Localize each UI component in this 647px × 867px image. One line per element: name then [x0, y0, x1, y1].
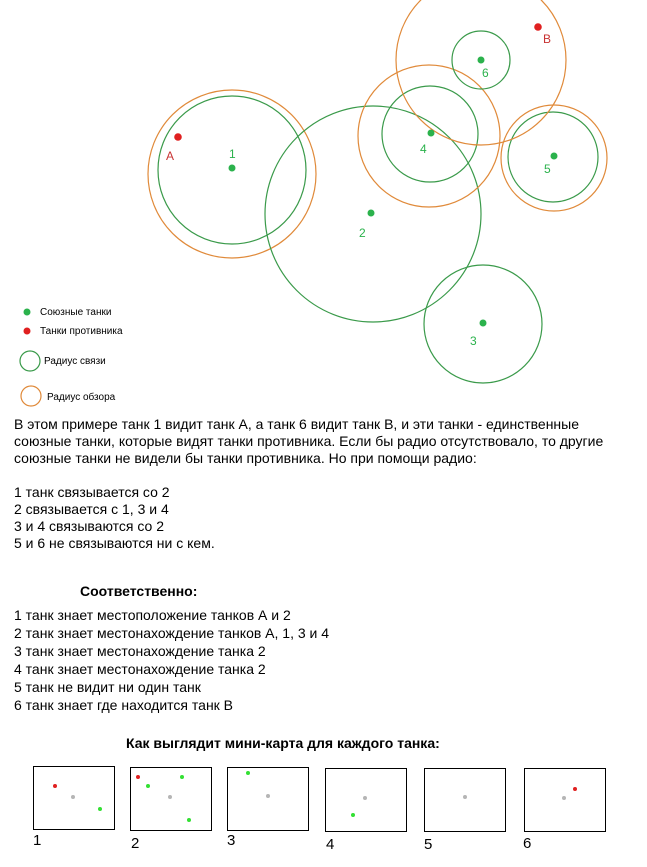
ally-tank-4-label: 4	[420, 142, 427, 156]
ally-tank-1-label: 1	[229, 147, 236, 161]
ally-tank-1-dot	[229, 165, 236, 172]
ally-tank-4-dot	[428, 130, 435, 137]
minimap-1	[33, 766, 115, 830]
knowledge-line-3: 3 танк знает местонахождение танка 2	[14, 643, 266, 659]
minimap-enemy-dot	[573, 787, 577, 791]
legend-comm-label: Радиус связи	[44, 356, 106, 367]
minimap-self-dot	[463, 795, 467, 799]
minimap-self-dot	[562, 796, 566, 800]
enemy-tank-b-dot	[534, 23, 542, 31]
minimap-heading: Как выглядит мини-карта для каждого танка:	[126, 735, 440, 751]
ally-tank-5-dot	[551, 153, 558, 160]
diagram-legend	[20, 307, 123, 406]
ally-tank-2-label: 2	[359, 226, 366, 240]
ally-tank-3-label: 3	[470, 334, 477, 348]
ally-tank-3-dot	[480, 320, 487, 327]
ally-tank-6-label: 6	[482, 66, 489, 80]
enemy-tank-b-label: B	[543, 32, 552, 46]
ally-tank-5-label: 5	[544, 162, 551, 176]
minimap-5	[424, 768, 506, 832]
minimap-enemy-dot	[136, 775, 140, 779]
knowledge-line-4: 4 танк знает местонахождение танка 2	[14, 661, 266, 677]
minimap-enemy-dot	[53, 784, 57, 788]
minimap-4	[325, 768, 407, 832]
link-line-2: 2 связывается с 1, 3 и 4	[14, 501, 169, 517]
minimap-ally-dot	[180, 775, 184, 779]
legend-view-label: Радиус обзора	[47, 392, 116, 403]
minimap-ally-dot	[146, 784, 150, 788]
minimap-self-dot	[168, 795, 172, 799]
knowledge-line-2: 2 танк знает местонахождение танков А, 1, 3 и 4	[14, 625, 330, 641]
minimap-2	[130, 767, 212, 831]
knowledge-heading: Соответственно:	[80, 583, 198, 599]
legend-view-circle	[21, 386, 41, 406]
enemy-tank-a-label: A	[166, 149, 175, 163]
minimap-4-label: 4	[326, 836, 335, 853]
minimap-6	[524, 768, 606, 832]
legend-enemy-dot	[24, 328, 31, 335]
view-radius-circle-1	[148, 90, 316, 258]
link-line-4: 5 и 6 не связываются ни с кем.	[14, 535, 215, 551]
minimap-self-dot	[71, 795, 75, 799]
link-line-3: 3 и 4 связываются со 2	[14, 518, 165, 534]
minimap-ally-dot	[351, 813, 355, 817]
enemy-tank-a-dot	[174, 133, 182, 141]
ally-tank-6-dot	[478, 57, 485, 64]
minimap-ally-dot	[98, 807, 102, 811]
minimap-self-dot	[363, 796, 367, 800]
minimap-5-label: 5	[424, 836, 433, 853]
intro-paragraph: В этом примере танк 1 видит танк А, а танк 6 видит танк В, и эти танки - единственные союзные танки, которые видят танки противника. Если бы радио отсутствовало, то другие союзные танки не видели бы танки противника. Но при помощи радио:	[14, 416, 604, 466]
minimap-2-label: 2	[131, 835, 140, 852]
minimap-ally-dot	[246, 771, 250, 775]
minimap-1-label: 1	[33, 832, 42, 849]
minimap-self-dot	[266, 794, 270, 798]
knowledge-line-6: 6 танк знает где находится танк В	[14, 697, 234, 713]
legend-ally-dot	[24, 309, 31, 316]
minimap-3-label: 3	[227, 832, 236, 849]
knowledge-line-5: 5 танк не видит ни один танк	[14, 679, 201, 695]
minimap-6-label: 6	[523, 835, 532, 852]
view-radius-circle-6	[396, 0, 566, 145]
ally-tank-2-dot	[368, 210, 375, 217]
link-line-1: 1 танк связывается со 2	[14, 484, 170, 500]
tank-radius-diagram	[0, 0, 647, 410]
knowledge-line-1: 1 танк знает местоположение танков А и 2	[14, 607, 291, 623]
minimap-3	[227, 767, 309, 831]
legend-enemy-label: Танки противника	[40, 326, 123, 337]
legend-comm-circle	[20, 351, 40, 371]
minimap-ally-dot	[187, 818, 191, 822]
legend-ally-label: Союзные танки	[40, 307, 112, 318]
